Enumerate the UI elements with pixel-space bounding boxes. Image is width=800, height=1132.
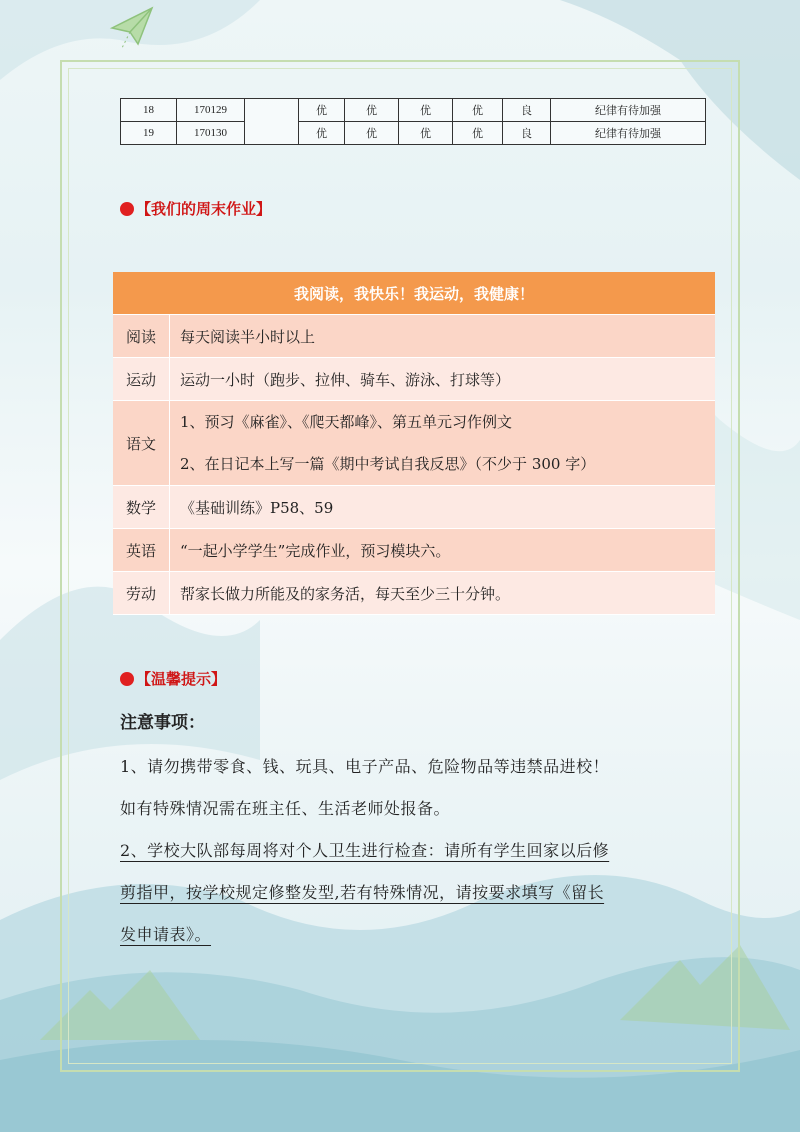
notice-line: 发申请表》。: [120, 925, 212, 944]
table-row: [113, 401, 715, 486]
grade-cell: 优: [345, 122, 399, 145]
notice-line: 1、请勿携带零食、钱、玩具、电子产品、危险物品等违禁品进校！: [120, 757, 610, 776]
subject-label: 运动: [113, 358, 170, 401]
homework-heading-text: 【我们的周末作业】: [136, 200, 272, 218]
task-text: “一起小学学生”完成作业，预习模块六。: [170, 529, 716, 572]
subject-label: 劳动: [113, 572, 170, 615]
tips-heading: [120, 668, 226, 689]
grade-cell: 优: [399, 99, 453, 122]
bullet-dot-icon: [120, 672, 134, 686]
subject-label: 语文: [113, 401, 170, 486]
table-row: [113, 358, 715, 401]
task-text: 1、预习《麻雀》、《爬天都峰》、第五单元习作例文: [180, 413, 513, 431]
task-text: 每天阅读半小时以上: [170, 315, 716, 358]
table-row: [113, 529, 715, 572]
grade-cell: 优: [453, 122, 503, 145]
table-row: [113, 315, 715, 358]
task-text: 《基础训练》P58、59: [170, 486, 716, 529]
bullet-dot-icon: [120, 202, 134, 216]
grade-cell: 良: [503, 122, 551, 145]
homework-heading: [120, 198, 271, 219]
subject-label: 阅读: [113, 315, 170, 358]
grade-cell: 优: [399, 122, 453, 145]
student-id: 170130: [177, 122, 245, 145]
homework-table-header: [113, 272, 715, 315]
grade-cell: 优: [299, 122, 345, 145]
student-id: 170129: [177, 99, 245, 122]
task-text: 运动一小时（跑步、拉伸、骑车、游泳、打球等）: [170, 358, 716, 401]
grade-cell: 优: [345, 99, 399, 122]
task-text: 帮家长做力所能及的家务活，每天至少三十分钟。: [170, 572, 716, 615]
grade-cell: 优: [299, 99, 345, 122]
table-row: [121, 122, 706, 145]
table-row: [113, 572, 715, 615]
student-number: 19: [121, 122, 177, 145]
tips-heading-text: 【温馨提示】: [136, 670, 227, 688]
notice-line: 如有特殊情况需在班主任、生活老师处报备。: [120, 799, 451, 818]
homework-table-title: 我阅读，我快乐！我运动，我健康！: [113, 272, 715, 315]
table-row: [113, 486, 715, 529]
table-row: [121, 99, 706, 122]
score-table: [120, 98, 706, 145]
grade-cell: 优: [453, 99, 503, 122]
task-cell: [170, 401, 716, 486]
notice-line: 剪指甲，按学校规定修整发型,若有特殊情况，请按要求填写《留长: [120, 883, 605, 902]
subject-label: 英语: [113, 529, 170, 572]
comment-cell: 纪律有待加强: [551, 122, 706, 145]
subject-label: 数学: [113, 486, 170, 529]
homework-table: [113, 272, 715, 615]
notice-title: 注意事项：: [120, 713, 205, 733]
student-name: [245, 99, 299, 145]
notice-line: 2、学校大队部每周将对个人卫生进行检查：请所有学生回家以后修: [120, 841, 610, 860]
grade-cell: 良: [503, 99, 551, 122]
task-text: 2、在日记本上写一篇《期中考试自我反思》（不少于 300 字）: [180, 455, 596, 473]
comment-cell: 纪律有待加强: [551, 99, 706, 122]
student-number: 18: [121, 99, 177, 122]
